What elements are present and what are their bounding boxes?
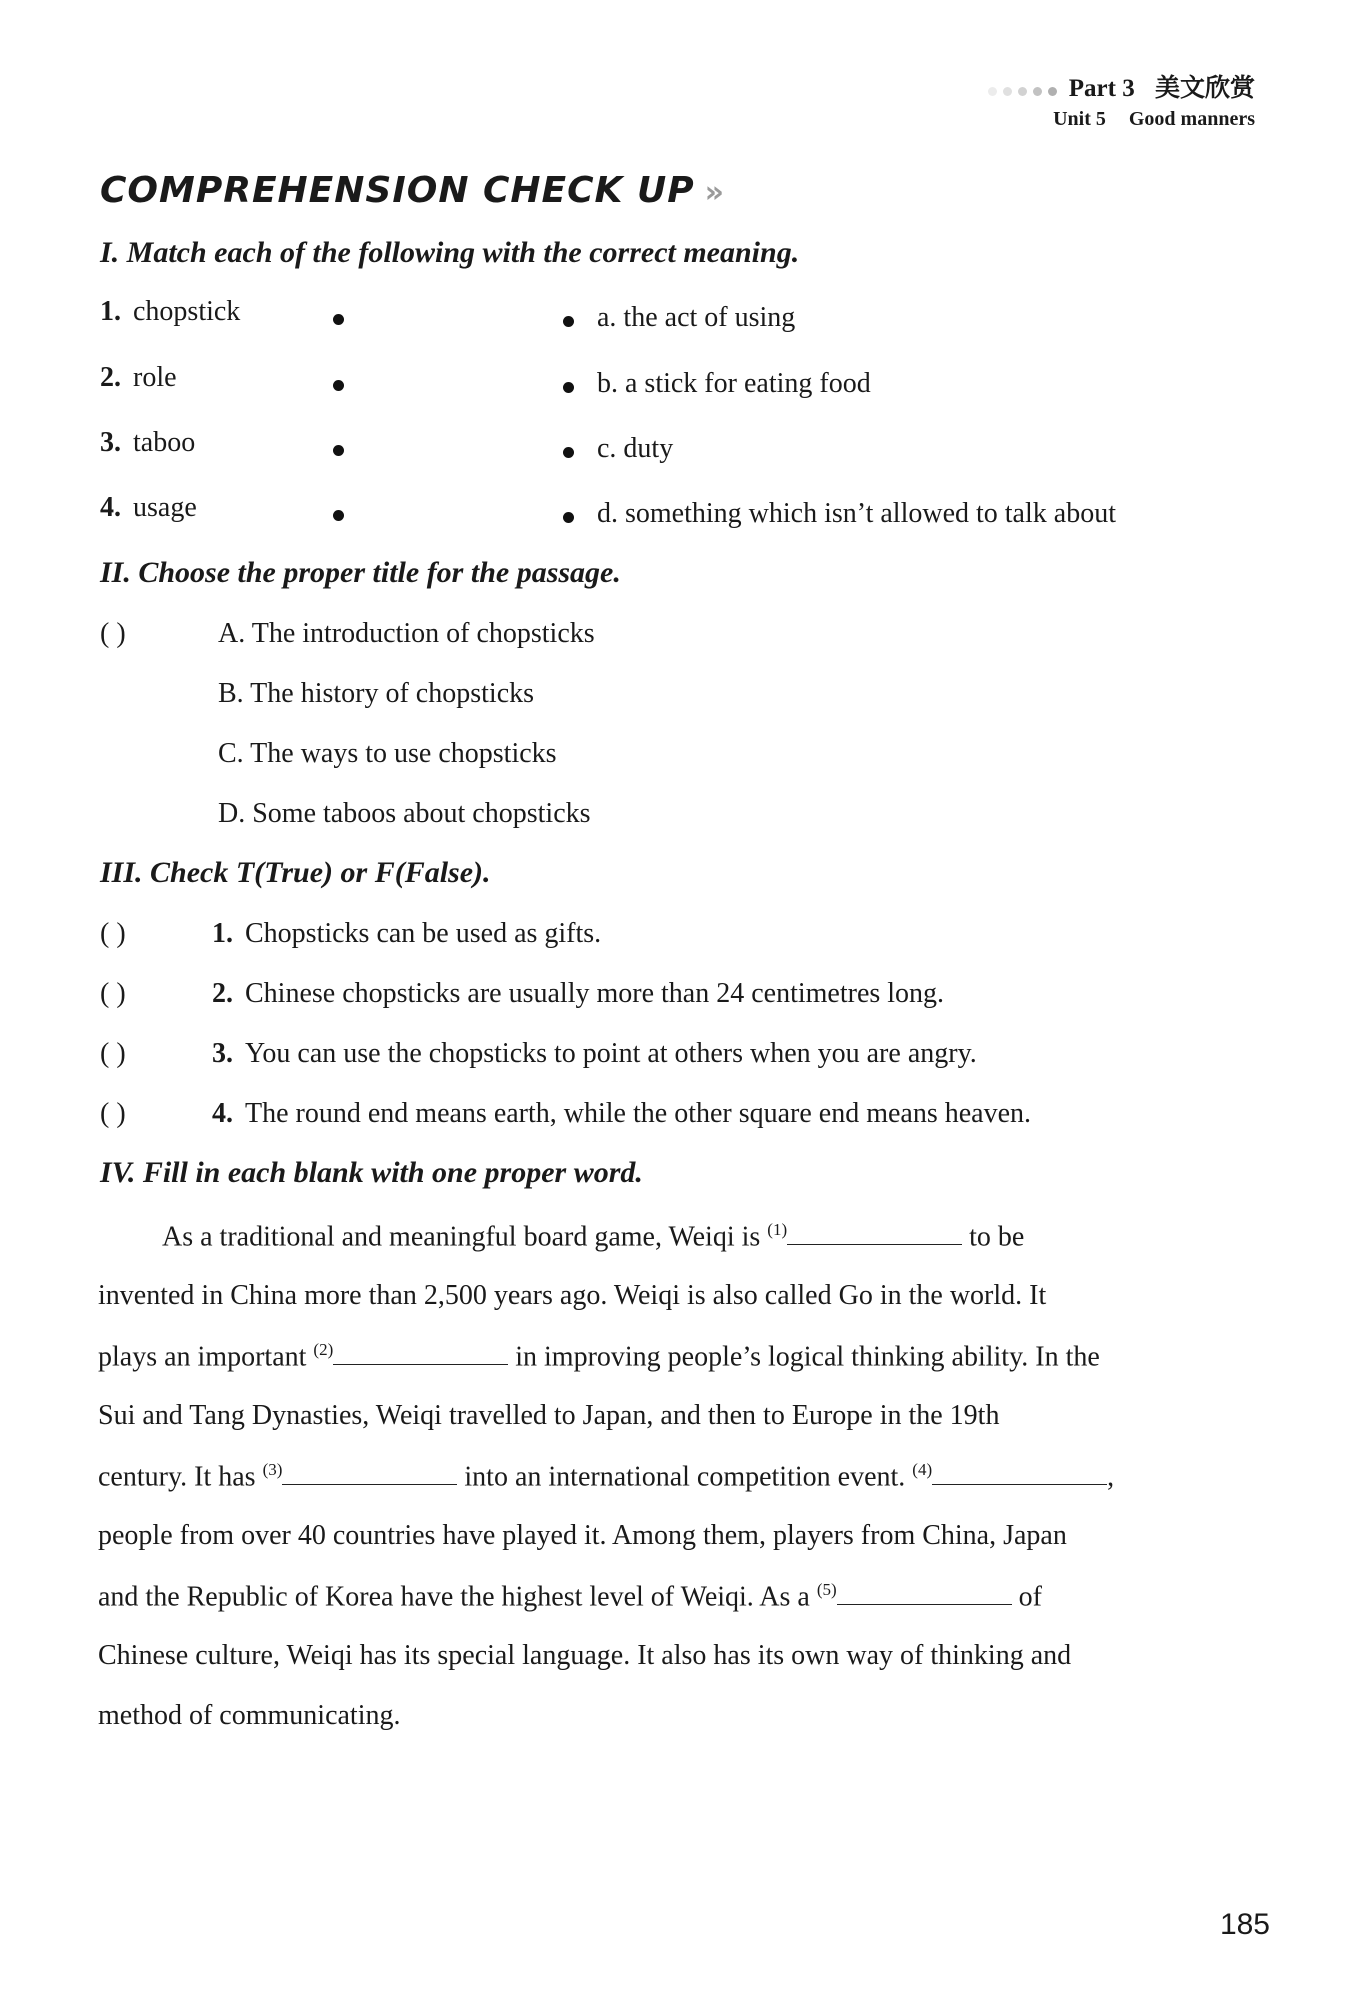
option-b: B. The history of chopsticks (218, 678, 535, 709)
paragraph-line: method of communicating. (98, 1700, 401, 1731)
match-meaning-b: b. a stick for eating food (597, 368, 871, 399)
paragraph-line: invented in China more than 2,500 years ago. Weiqi is also called Go in the world. It (98, 1280, 1047, 1311)
match-word-4: 4. usage (100, 492, 197, 523)
paragraph-line: century. It has $^{(3)}$ into an international competition event. $^{(4)}$ , (98, 1460, 1115, 1493)
match-word-2: 2. role (100, 362, 177, 393)
match-meaning-c: c. duty (597, 433, 674, 464)
blank-1[interactable] (787, 1222, 962, 1245)
paragraph-line: and the Republic of Korea have the highest level of Weiqi. As a $^{(5)}$ of (98, 1580, 1042, 1613)
match-dot-left-4[interactable] (333, 510, 344, 521)
tf-parentheses[interactable]: ( ) (100, 918, 126, 949)
tf-item-1: 1. Chopsticks can be used as gifts. (212, 918, 602, 949)
part4-heading: IV. Fill in each blank with one proper word. (100, 1156, 643, 1189)
paragraph-line: plays an important $^{(2)}$ in improving people’s logical thinking ability. In the (98, 1340, 1100, 1373)
blank-2[interactable] (333, 1342, 508, 1365)
match-dot-left-3[interactable] (333, 445, 344, 456)
part-label: Part 3 (1068, 75, 1135, 102)
part3-heading: III. Check T(True) or F(False). (100, 856, 491, 889)
blank-4[interactable] (932, 1462, 1107, 1485)
section-title (100, 170, 725, 211)
match-dot-right-a[interactable] (563, 316, 574, 327)
tf-item-3: 3. You can use the chopsticks to point at others when you are angry. (212, 1038, 977, 1069)
match-word-1: 1. chopstick (100, 296, 241, 327)
tf-item-4: 4. The round end means earth, while the other square end means heaven. (212, 1098, 1032, 1129)
running-header-part (988, 68, 1255, 104)
unit-name: Good manners (1128, 108, 1255, 130)
match-dot-right-c[interactable] (563, 447, 574, 458)
paragraph-line: As a traditional and meaningful board game, Weiqi is $^{(1)}$ to be (162, 1220, 1025, 1253)
tf-parentheses[interactable]: ( ) (100, 978, 126, 1009)
blank-number: (5) (816, 1580, 837, 1599)
part-chinese-label: 美文欣赏 (1154, 73, 1255, 102)
page-number: 185 (1219, 1908, 1270, 1941)
match-meaning-a: a. the act of using (597, 302, 796, 333)
part2-heading: II. Choose the proper title for the passage. (100, 556, 621, 589)
paragraph-line: Sui and Tang Dynasties, Weiqi travelled to Japan, and then to Europe in the 19th (98, 1400, 1000, 1431)
blank-3[interactable] (282, 1462, 457, 1485)
option-a: A. The introduction of chopsticks (218, 618, 595, 649)
option-d: D. Some taboos about chopsticks (218, 798, 591, 829)
decorative-dots (988, 75, 1069, 102)
match-word-3: 3. taboo (100, 427, 196, 458)
tf-parentheses[interactable]: ( ) (100, 1098, 126, 1129)
match-dot-right-d[interactable] (563, 512, 574, 523)
double-chevron-icon: » (704, 175, 725, 210)
paragraph-line: people from over 40 countries have played it. Among them, players from China, Japan (98, 1520, 1067, 1551)
running-header-unit (1053, 108, 1255, 131)
option-c: C. The ways to use chopsticks (218, 738, 557, 769)
blank-number: (3) (262, 1460, 283, 1479)
section-title-text: COMPREHENSION CHECK UP (100, 170, 695, 211)
blank-number: (1) (767, 1220, 788, 1239)
match-dot-left-1[interactable] (333, 314, 344, 325)
blank-5[interactable] (837, 1582, 1012, 1605)
unit-label: Unit 5 (1053, 108, 1106, 130)
part1-heading: I. Match each of the following with the correct meaning. (100, 236, 800, 269)
answer-parentheses[interactable]: ( ) (100, 618, 126, 649)
match-meaning-d: d. something which isn’t allowed to talk about (597, 498, 1116, 529)
tf-item-2: 2. Chinese chopsticks are usually more than 24 centimetres long. (212, 978, 945, 1009)
blank-number: (2) (313, 1340, 334, 1359)
match-dot-left-2[interactable] (333, 380, 344, 391)
tf-parentheses[interactable]: ( ) (100, 1038, 126, 1069)
paragraph-line: Chinese culture, Weiqi has its special language. It also has its own way of thinking and (98, 1640, 1072, 1671)
blank-number: (4) (912, 1460, 933, 1479)
match-dot-right-b[interactable] (563, 382, 574, 393)
